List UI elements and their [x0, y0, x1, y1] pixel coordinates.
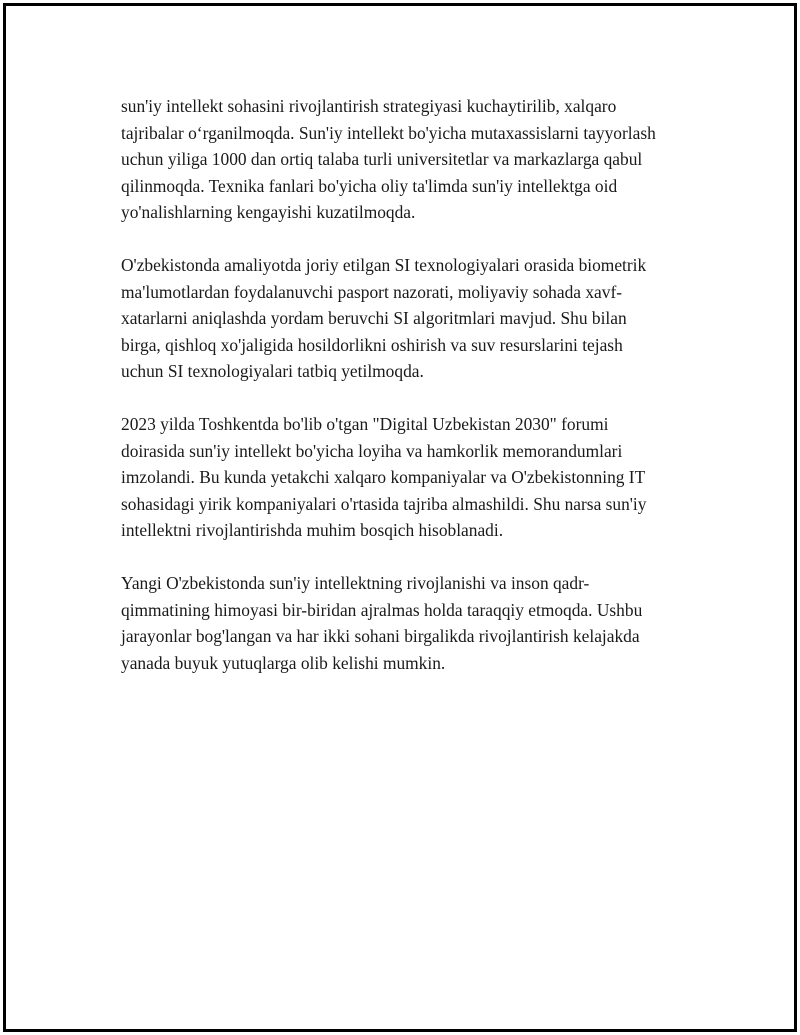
text-line: imzolandi. Bu kunda yetakchi xalqaro kompaniyalar va O'zbekistonning IT — [121, 467, 646, 487]
paragraph-4 — [121, 570, 691, 676]
text-line: Yangi O'zbekistonda sun'iy intellektning rivojlanishi va inson qadr- — [121, 573, 590, 593]
text-line: O'zbekistonda amaliyotda joriy etilgan SI texnologiyalari orasida biometrik — [121, 255, 647, 275]
text-line: 2023 yilda Toshkentda bo'lib o'tgan "Digital Uzbekistan 2030" forumi — [121, 414, 609, 434]
document-body — [121, 93, 691, 703]
text-line: qimmatining himoyasi bir-biridan ajralmas holda taraqqiy etmoqda. Ushbu — [121, 599, 643, 620]
paragraph-3 — [121, 411, 691, 544]
text-line: jarayonlar bog'langan va har ikki sohani birgalikda rivojlantirish kelajakda — [121, 626, 640, 646]
text-line: birga, qishloq xo'jaligida hosildorlikni oshirish va suv resurslarini tejash — [121, 334, 623, 355]
text-line: uchun yiliga 1000 dan ortiq talaba turli universitetlar va markazlarga qabul — [121, 149, 643, 169]
text-line: ma'lumotlardan foydalanuvchi pasport nazorati, moliyaviy sohada xavf- — [121, 281, 623, 302]
text-line: xatarlarni aniqlashda yordam beruvchi SI algoritmlari mavjud. Shu bilan — [121, 308, 627, 328]
text-line: yanada buyuk yutuqlarga olib kelishi mumkin. — [121, 652, 446, 673]
text-line: intellektni rivojlantirishda muhim bosqich hisoblanadi. — [121, 520, 504, 540]
text-line: qilinmoqda. Texnika fanlari bo'yicha oliy ta'limda sun'iy intellektga oid — [121, 175, 618, 196]
paragraph-1 — [121, 93, 691, 226]
text-line: sohasidagi yirik kompaniyalari o'rtasida tajriba almashildi. Shu narsa sun'iy — [121, 493, 647, 514]
text-line: doirasida sun'iy intellekt bo'yicha loyiha va hamkorlik memorandumlari — [121, 440, 623, 461]
text-line: yo'nalishlarning kengayishi kuzatilmoqda. — [121, 202, 416, 222]
text-line: tajribalar o‘rganilmoqda. Sun'iy intellekt bo'yicha mutaxassislarni tayyorlash — [121, 122, 656, 143]
text-line: sun'iy intellekt sohasini rivojlantirish strategiyasi kuchaytirilib, xalqaro — [121, 96, 617, 116]
document-page — [3, 3, 797, 1032]
paragraph-2 — [121, 252, 691, 385]
text-line: uchun SI texnologiyalari tatbiq yetilmoqda. — [121, 361, 424, 381]
